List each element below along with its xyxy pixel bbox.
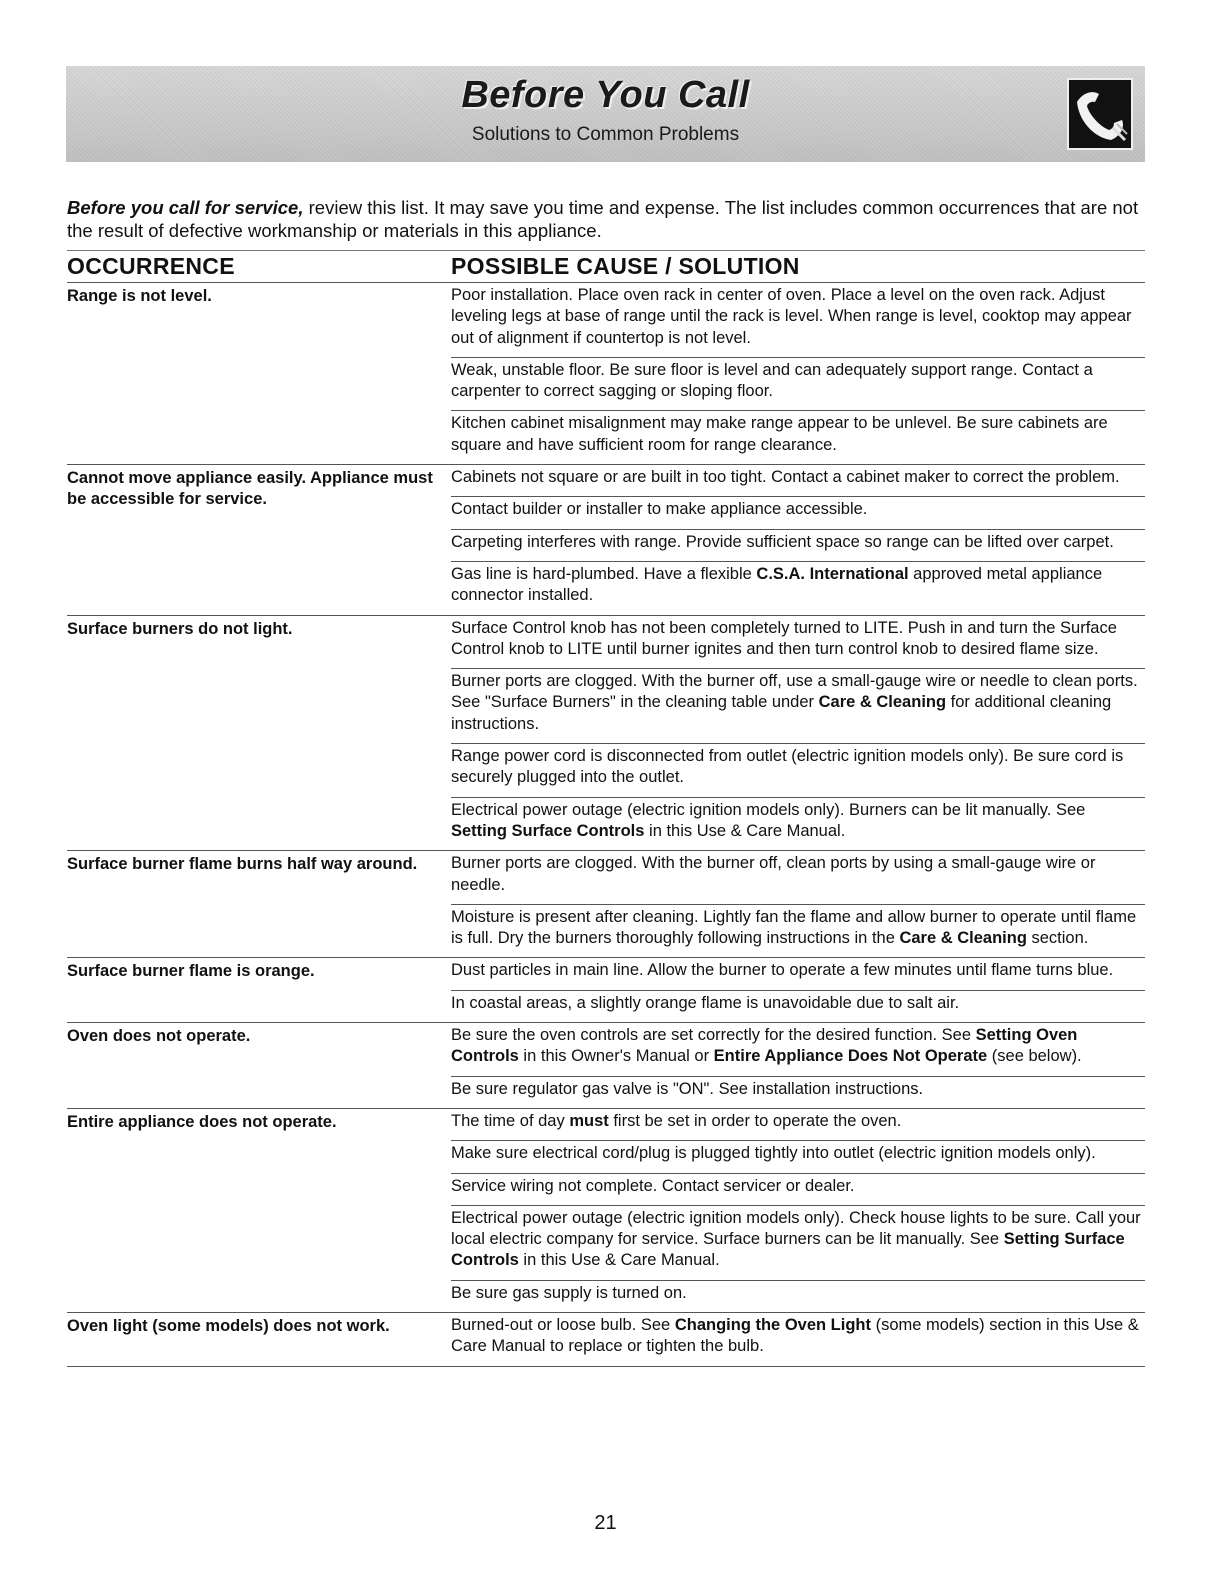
solution-item [451, 410, 1145, 464]
solution-text: in this Use & Care Manual. [644, 821, 846, 840]
solution-text: section. [1026, 929, 1089, 948]
solution-item [451, 797, 1145, 851]
solution-item [451, 851, 1145, 904]
solution-text: Electrical power outage (electric ignition models only). Check house lights to be sure. Call your local electric company for service. Surface burners can be lit manually. See [451, 1208, 1141, 1249]
table-row [67, 464, 1145, 614]
solution-emphasis: Setting Surface Controls [451, 1230, 1125, 1270]
solution-text: Moisture is present after cleaning. Lightly fan the flame and allow burner to operate until flame is full. Dry the burners thoroughly following instructions in the [451, 907, 1137, 948]
column-header-solution: POSSIBLE CAUSE / SOLUTION [451, 253, 800, 279]
solution-text: Surface Control knob has not been completely turned to LITE. Push in and turn the Surface Control knob to LITE until burner ignites and then turn control knob to desired flame size. [451, 618, 1117, 658]
solution-text: in this Owner's Manual or [518, 1047, 714, 1066]
page-subtitle: Solutions to Common Problems [471, 124, 740, 145]
solution-text: Burner ports are clogged. With the burner off, use a small-gauge wire or needle to clean ports. See "Surface Burners" in the cleaning table under [451, 672, 1138, 712]
solution-text: approved metal appliance connector installed. [451, 564, 1103, 605]
solution-emphasis: Setting Surface Controls [451, 821, 645, 840]
solution-emphasis: Care & Cleaning [899, 929, 1027, 948]
solution-text: Be sure gas supply is turned on. [451, 1283, 687, 1302]
solution-emphasis: Setting Oven Controls [451, 1026, 1078, 1066]
solution-text: Be sure the oven controls are set correctly for the desired function. See [451, 1026, 976, 1045]
solution-item [451, 465, 1145, 496]
solution-text: (see below). [987, 1047, 1082, 1066]
occurrence-label: Range is not level. [67, 287, 212, 305]
solution-emphasis: C.S.A. International [756, 564, 909, 583]
solution-list [451, 616, 1145, 851]
intro-paragraph [67, 196, 1145, 242]
solution-emphasis: Care & Cleaning [818, 693, 947, 712]
solution-list [451, 1023, 1145, 1108]
solution-text: first be set in order to operate the oven. [608, 1111, 902, 1130]
solution-text: Cabinets not square or are built in too tight. Contact a cabinet maker to correct the problem. [451, 468, 1120, 487]
solution-item [451, 958, 1145, 989]
table-row [67, 850, 1145, 957]
solution-text: Burned-out or loose bulb. See [451, 1315, 675, 1334]
troubleshooting-table [67, 282, 1145, 1367]
solution-list [451, 1313, 1145, 1366]
solution-item [451, 1205, 1145, 1280]
header-banner [66, 66, 1145, 162]
solution-item [451, 668, 1145, 743]
solution-text: (some models) section in this Use & Care Manual to replace or tighten the bulb. [451, 1315, 1139, 1356]
solution-emphasis: Entire Appliance Does Not Operate [713, 1047, 988, 1066]
solution-item [451, 1076, 1145, 1108]
solution-item [451, 990, 1145, 1022]
solution-item [451, 616, 1145, 669]
solution-text: Dust particles in main line. Allow the burner to operate a few minutes until flame turns blue. [451, 961, 1114, 980]
solution-list [451, 1109, 1145, 1312]
solution-item [451, 904, 1145, 958]
column-header-occurrence: OCCURRENCE [67, 253, 235, 279]
solution-text: Range power cord is disconnected from outlet (electric ignition models only). Be sure cord is securely plugged into the outlet. [451, 747, 1124, 787]
table-row [67, 1022, 1145, 1108]
solution-text: in this Use & Care Manual. [518, 1251, 720, 1270]
occurrence-label: Surface burner flame burns half way around. [67, 855, 418, 874]
solution-text: Service wiring not complete. Contact servicer or dealer. [451, 1176, 855, 1195]
solution-text: for additional cleaning instructions. [451, 693, 1112, 733]
solution-list [451, 851, 1145, 957]
solution-item [451, 1140, 1145, 1172]
solution-text: Kitchen cabinet misalignment may make range appear to be unlevel. Be sure cabinets are square and have sufficient room for range clearance. [451, 414, 1108, 454]
page-number: 21 [594, 1512, 617, 1534]
solution-text: Gas line is hard-plumbed. Have a flexible [451, 564, 757, 583]
solution-emphasis: Changing the Oven Light [674, 1315, 871, 1334]
solution-text: Poor installation. Place oven rack in center of oven. Place a level on the oven rack. Adjust leveling legs at base of range until the rack is level. When range is level, cooktop may appear out of alignment if countertop is not level. [451, 286, 1132, 347]
occurrence-label: Cannot move appliance easily. Appliance must be accessible for service. [67, 469, 433, 509]
solution-list [451, 958, 1145, 1022]
table-row [67, 615, 1145, 851]
solution-item [451, 357, 1145, 411]
solution-item [451, 1313, 1145, 1366]
solution-text: The time of day [451, 1111, 570, 1130]
table-row [67, 1312, 1145, 1366]
solution-item [451, 529, 1145, 561]
solution-text: Electrical power outage (electric ignition models only). Burners can be lit manually. See [451, 800, 1086, 819]
solution-item [451, 283, 1145, 357]
table-row [67, 957, 1145, 1022]
solution-item [451, 743, 1145, 797]
header-divider [67, 250, 1145, 251]
table-row [67, 1108, 1145, 1312]
occurrence-label: Surface burner flame is orange. [67, 962, 315, 981]
solution-text: Make sure electrical cord/plug is plugged tightly into outlet (electric ignition models only). [451, 1144, 1096, 1163]
solution-item [451, 1173, 1145, 1205]
solution-text: Burner ports are clogged. With the burner off, clean ports by using a small-gauge wire or needle. [451, 854, 1096, 894]
table-bottom-divider [67, 1366, 1145, 1367]
intro-lead: Before you call for service, [67, 197, 304, 218]
solution-text: In coastal areas, a slightly orange flame is unavoidable due to salt air. [451, 993, 960, 1012]
phone-handset-icon [1067, 78, 1133, 150]
solution-item [451, 1280, 1145, 1312]
solution-item [451, 1109, 1145, 1140]
solution-list [451, 283, 1145, 464]
solution-item [451, 1023, 1145, 1076]
solution-emphasis: must [569, 1111, 609, 1130]
occurrence-label: Oven does not operate. [67, 1027, 251, 1046]
occurrence-label: Entire appliance does not operate. [67, 1112, 337, 1131]
intro-text: review this list. It may save you time and expense. The list includes common occurrences that are not the result of defective workmanship or materials in this appliance. [67, 197, 1139, 241]
solution-list [451, 465, 1145, 614]
solution-text: Carpeting interferes with range. Provide sufficient space so range can be lifted over carpet. [451, 532, 1114, 551]
occurrence-label: Surface burners do not light. [67, 619, 293, 638]
page-title: Before You Call [461, 74, 750, 116]
solution-item [451, 496, 1145, 528]
solution-text: Be sure regulator gas valve is "ON". See installation instructions. [451, 1079, 924, 1098]
solution-item [451, 561, 1145, 615]
table-row [67, 282, 1145, 464]
solution-text: Weak, unstable floor. Be sure floor is level and can adequately support range. Contact a carpenter to correct sagging or sloping floor. [451, 360, 1093, 401]
solution-text: Contact builder or installer to make appliance accessible. [451, 500, 868, 519]
occurrence-label: Oven light (some models) does not work. [67, 1316, 390, 1335]
